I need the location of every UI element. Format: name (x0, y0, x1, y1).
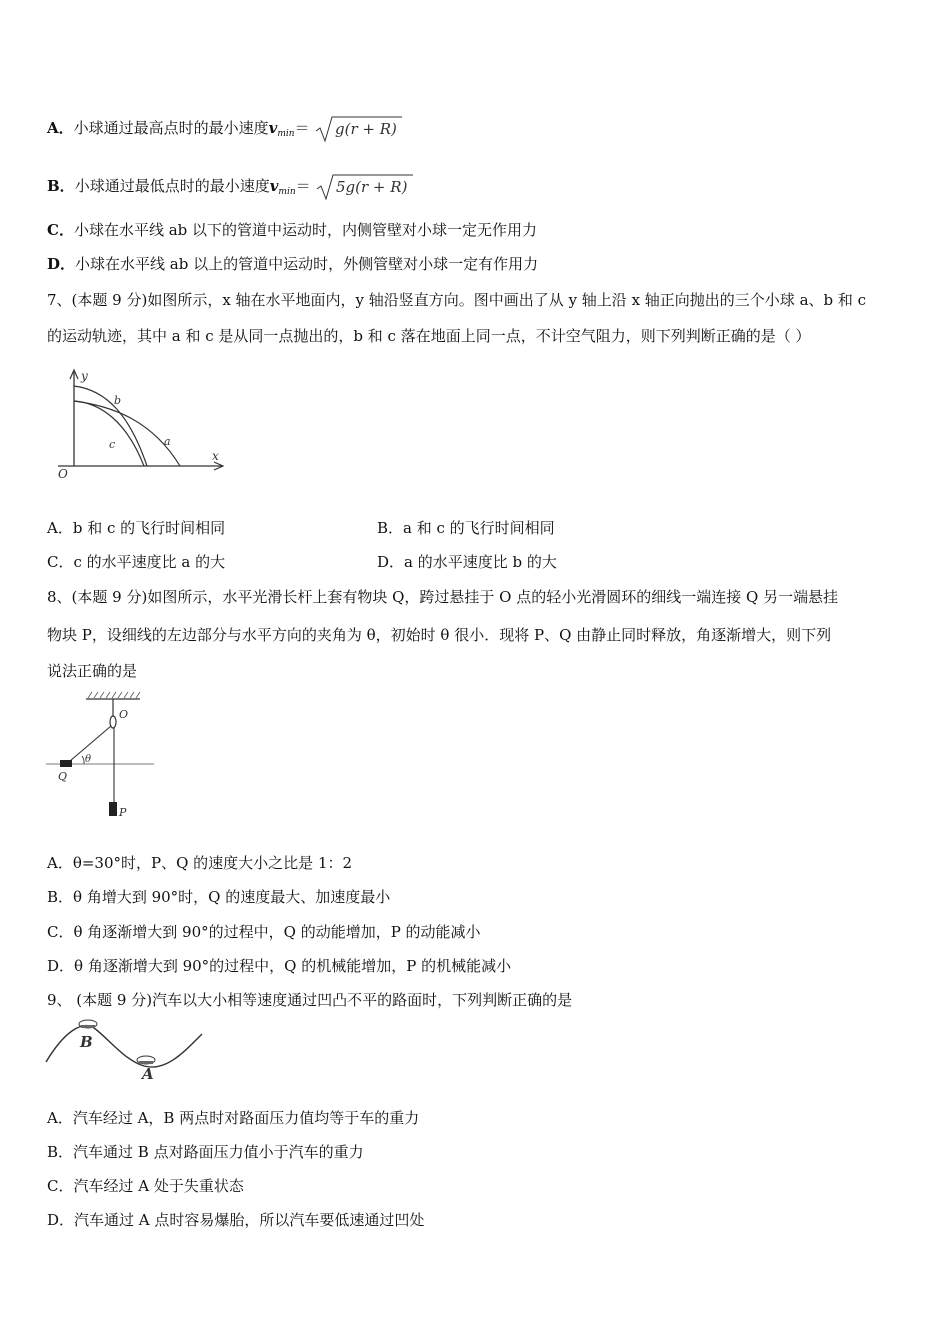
q8-option-a: A．θ=30°时，P、Q 的速度大小之比是 1：2 (47, 854, 353, 872)
q7-option-c: C．c 的水平速度比 a 的大 (47, 553, 226, 571)
velocity-subscript: min (278, 187, 296, 197)
sqrt-formula (314, 114, 404, 144)
velocity-subscript: min (277, 129, 295, 139)
trajectory-b (74, 386, 147, 466)
q6-option-a (47, 114, 404, 144)
q9-option-c: C．汽车经过 A 处于失重状态 (47, 1177, 244, 1195)
y-axis-label: y (81, 369, 88, 383)
car-a (137, 1056, 155, 1064)
block-q-label: Q (58, 770, 68, 783)
q8-stem-line3: 说法正确的是 (47, 662, 138, 680)
svg-text:g(r + R): g(r + R) (335, 120, 398, 138)
option-label: B． (47, 177, 75, 195)
q8-stem-line2: 物块 P，设细线的左边部分与水平方向的夹角为 θ，初始时 θ 很小．现将 P、Q 由静止同时释放，角逐渐增大，则下列 (47, 626, 832, 644)
option-text: 小球在水平线 ab 以上的管道中运动时，外侧管壁对小球一定有作用力 (75, 255, 539, 273)
point-a-label: A (142, 1065, 154, 1083)
equals-sign: ＝ (294, 119, 310, 137)
block-p-label: P (119, 806, 127, 819)
option-label: C． (47, 221, 74, 239)
curve-c-label: c (109, 438, 116, 451)
q7-stem-line1: 7、(本题 9 分)如图所示，x 轴在水平地面内，y 轴沿竖直方向。图中画出了从 y 轴上沿 x 轴正向抛出的三个小球 a、b 和 c (47, 291, 867, 309)
q9-road-figure (44, 1016, 208, 1086)
q7-trajectory-figure (52, 368, 232, 480)
option-text: 小球通过最低点时的最小速度 (74, 177, 270, 195)
q7-option-a: A．b 和 c 的飞行时间相同 (47, 519, 226, 537)
equals-sign: ＝ (295, 177, 311, 195)
sqrt-formula (315, 172, 415, 202)
q9-stem: 9、 (本题 9 分)汽车以大小相等速度通过凹凸不平的路面时，下列判断正确的是 (47, 991, 573, 1009)
x-axis-label: x (212, 449, 219, 463)
q9-option-b: B．汽车通过 B 点对路面压力值小于汽车的重力 (47, 1143, 364, 1161)
q6-option-b (47, 172, 415, 202)
point-b-label: B (80, 1033, 93, 1051)
q7-option-b: B．a 和 c 的飞行时间相同 (377, 519, 555, 537)
velocity-symbol: v (269, 177, 279, 195)
q9-option-d: D．汽车通过 A 点时容易爆胎，所以汽车要低速通过凹处 (47, 1211, 425, 1229)
q7-option-d: D．a 的水平速度比 b 的大 (377, 553, 557, 571)
option-text: 小球在水平线 ab 以下的管道中运动时，内侧管壁对小球一定无作用力 (73, 221, 538, 239)
curve-b-label: b (114, 394, 122, 407)
option-text: 小球通过最高点时的最小速度 (73, 119, 269, 137)
block-p (109, 802, 117, 816)
q8-option-d: D．θ 角逐渐增大到 90°的过程中，Q 的机械能增加，P 的机械能减小 (47, 957, 512, 975)
curve-a-label: a (164, 435, 171, 448)
q6-option-c (47, 220, 537, 240)
origin-label: O (58, 467, 68, 480)
velocity-symbol: v (268, 119, 278, 137)
q8-stem-line1: 8、(本题 9 分)如图所示，水平光滑长杆上套有物块 Q，跨过悬挂于 O 点的轻小光滑圆环的细线一端连接 Q 另一端悬挂 (47, 588, 839, 606)
point-o-label: O (119, 708, 129, 721)
car-b (79, 1020, 97, 1028)
option-label: D． (47, 255, 76, 273)
svg-text:5g(r + R): 5g(r + R) (336, 178, 408, 196)
q9-option-a: A．汽车经过 A，B 两点时对路面压力值均等于车的重力 (47, 1109, 420, 1127)
q7-stem-line2: 的运动轨迹，其中 a 和 c 是从同一点抛出的，b 和 c 落在地面上同一点，不计空气阻力，则下列判断正确的是（ ） (47, 327, 811, 345)
block-q (60, 760, 72, 767)
option-label: A． (47, 119, 74, 137)
q8-option-b: B．θ 角增大到 90°时，Q 的速度最大、加速度最小 (47, 888, 391, 906)
theta-label: θ (85, 754, 92, 765)
q6-option-d (47, 254, 538, 274)
q8-option-c: C．θ 角逐渐增大到 90°的过程中，Q 的动能增加，P 的动能减小 (47, 923, 481, 941)
road-curve (46, 1026, 202, 1068)
q8-pulley-figure (46, 690, 166, 820)
